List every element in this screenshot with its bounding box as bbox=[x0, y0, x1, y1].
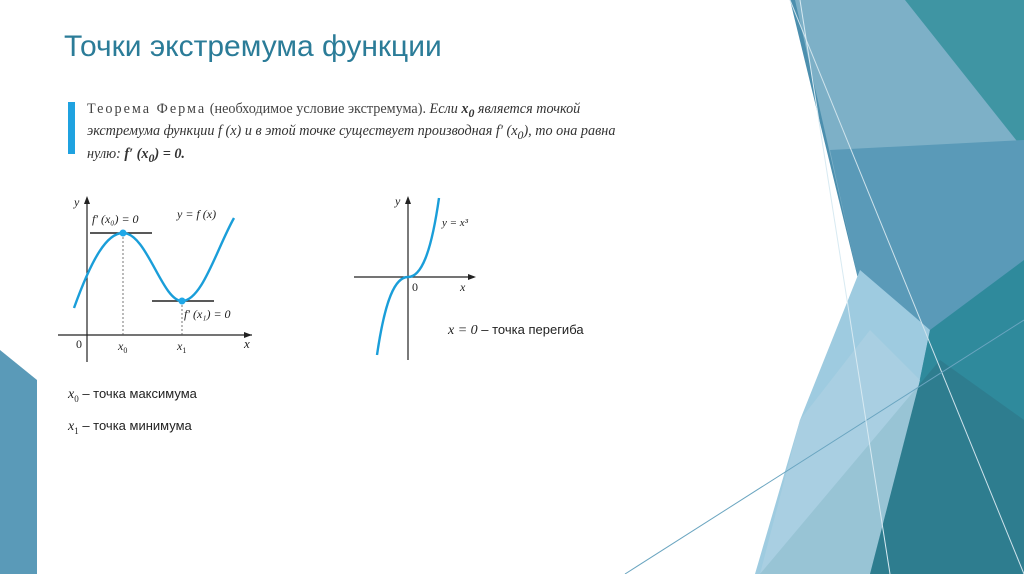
y-axis-label: y bbox=[395, 194, 401, 208]
y-axis-arrow bbox=[405, 196, 411, 204]
max-label: f′ (x₀) = 0 bbox=[92, 212, 139, 226]
maximum-text: – точка максимума bbox=[78, 386, 197, 401]
y-axis-label: y bbox=[74, 195, 80, 209]
x0-tick-label: $x_0$ bbox=[118, 339, 128, 355]
inflection-text: – точка перегиба bbox=[477, 322, 584, 337]
min-point bbox=[179, 298, 186, 305]
minimum-note: $x_1$ – точка минимума bbox=[68, 418, 192, 436]
min-label: f′ (x₁) = 0 bbox=[184, 307, 231, 321]
maximum-note: $x_0$ – точка максимума bbox=[68, 386, 197, 404]
y-axis-arrow bbox=[84, 196, 90, 204]
function-label: y = x³ bbox=[442, 217, 468, 229]
function-label: y = f (x) bbox=[177, 207, 217, 221]
extrema-graph bbox=[52, 188, 262, 368]
theorem-block bbox=[68, 100, 628, 165]
origin-label: 0 bbox=[412, 280, 418, 294]
theorem-name: Теорема Ферма bbox=[87, 101, 207, 117]
deco-left-strip bbox=[0, 350, 37, 574]
page-title: Точки экстремума функции bbox=[64, 30, 442, 63]
max-point bbox=[120, 230, 127, 237]
inflection-var: x = 0 bbox=[448, 323, 478, 338]
x-axis-label: x bbox=[460, 280, 466, 294]
accent-bar bbox=[68, 102, 75, 154]
theorem-text: Теорема Ферма (необходимое условие экстремума). Если $x_0$ является точкой экстремума функции f (x) и в этой точке существует производная f′ $(x_0)$, то она равна нулю: f′ $(x_0) = 0$. bbox=[87, 101, 616, 165]
function-curve bbox=[74, 218, 234, 308]
x-axis-label: x bbox=[244, 336, 250, 351]
x1-tick-label: $x_1$ bbox=[177, 339, 187, 355]
inflection-note bbox=[448, 322, 584, 339]
theorem-condition: (необходимое условие экстремума). bbox=[209, 101, 426, 117]
origin-label: 0 bbox=[76, 337, 82, 351]
x-axis-arrow bbox=[468, 274, 476, 280]
minimum-text: – точка минимума bbox=[78, 418, 192, 433]
